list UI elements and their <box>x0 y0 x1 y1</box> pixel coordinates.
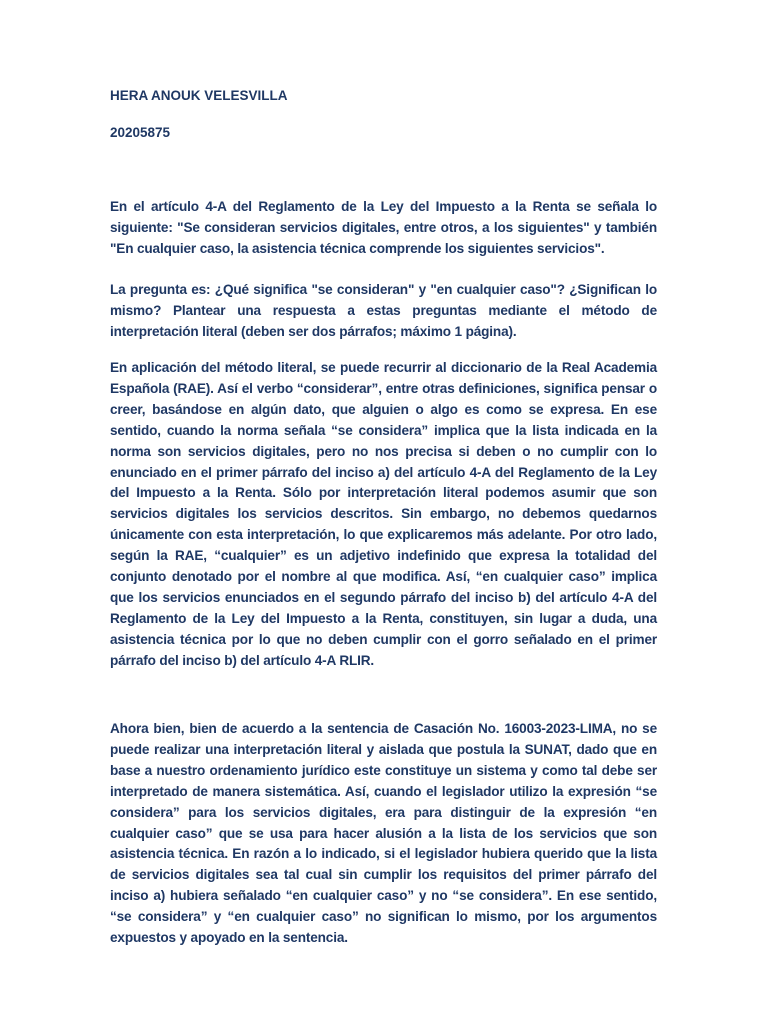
paragraph-literal-method: En aplicación del método literal, se puede recurrir al diccionario de la Real Academia Española (RAE). Así el verbo “considerar”, entre otras definiciones, significa pensar o creer, basándose en algún dato, que alguien o algo es como se expresa. En ese sentido, cuando la norma señala “se considera” implica que la lista indicada en la norma son servicios digitales, pero no nos precisa si deben o no cumplir con lo enunciado en el primer párrafo del inciso a) del artículo 4-A del Reglamento de la Ley del Impuesto a la Renta. Sólo por interpretación literal podemos asumir que son servicios digitales los servicios descritos. Sin embargo, no debemos quedarnos únicamente con esta interpretación, lo que explicaremos más adelante. Por otro lado, según la RAE, “cualquier” es un adjetivo indefinido que expresa la totalidad del conjunto denotado por el nombre al que modifica. Así, “en cualquier caso” implica que los servicios enunciados en el segundo párrafo del inciso b) del artículo 4-A del Reglamento de la Ley del Impuesto a la Renta, constituyen, sin lugar a duda, una asistencia técnica por lo que no deben cumplir con el gorro señalado en el primer párrafo del inciso b) del artículo 4-A RLIR. <box>110 360 657 668</box>
paragraph-casacion: Ahora bien, bien de acuerdo a la sentencia de Casación No. 16003-2023-LIMA, no se puede realizar una interpretación literal y aislada que postula la SUNAT, dado que en base a nuestro ordenamiento jurídico este constituye un sistema y como tal debe ser interpretado de manera sistemática. Así, cuando el legislador utilizo la expresión “se considera” para los servicios digitales, era para distinguir de la expresión “en cualquier caso” que se usa para hacer alusión a la lista de los servicios que son asistencia técnica. En razón a lo indicado, si el legislador hubiera querido que la lista de servicios digitales sea tal cual sin cumplir los requisitos del primer párrafo del inciso a) hubiera señalado “en cualquier caso” y no “se considera”. En ese sentido, “se considera” y “en cualquier caso” no significan lo mismo, por los argumentos expuestos y apoyado en la sentencia. <box>110 721 657 946</box>
paragraph-intro: En el artículo 4-A del Reglamento de la Ley del Impuesto a la Renta se señala lo siguiente: "Se consideran servicios digitales, entre otros, a los siguientes" y también "En cualquier caso, la asistencia técnica comprende los siguientes servicios". <box>110 199 657 256</box>
author-name: HERA ANOUK VELESVILLA <box>110 88 288 103</box>
student-code: 20205875 <box>110 125 171 140</box>
paragraph-question: La pregunta es: ¿Qué significa "se consideran" y "en cualquier caso"? ¿Significan lo mismo? Plantear una respuesta a estas preguntas mediante el método de interpretación literal (deben ser dos párrafos; máximo 1 página). <box>110 282 657 339</box>
